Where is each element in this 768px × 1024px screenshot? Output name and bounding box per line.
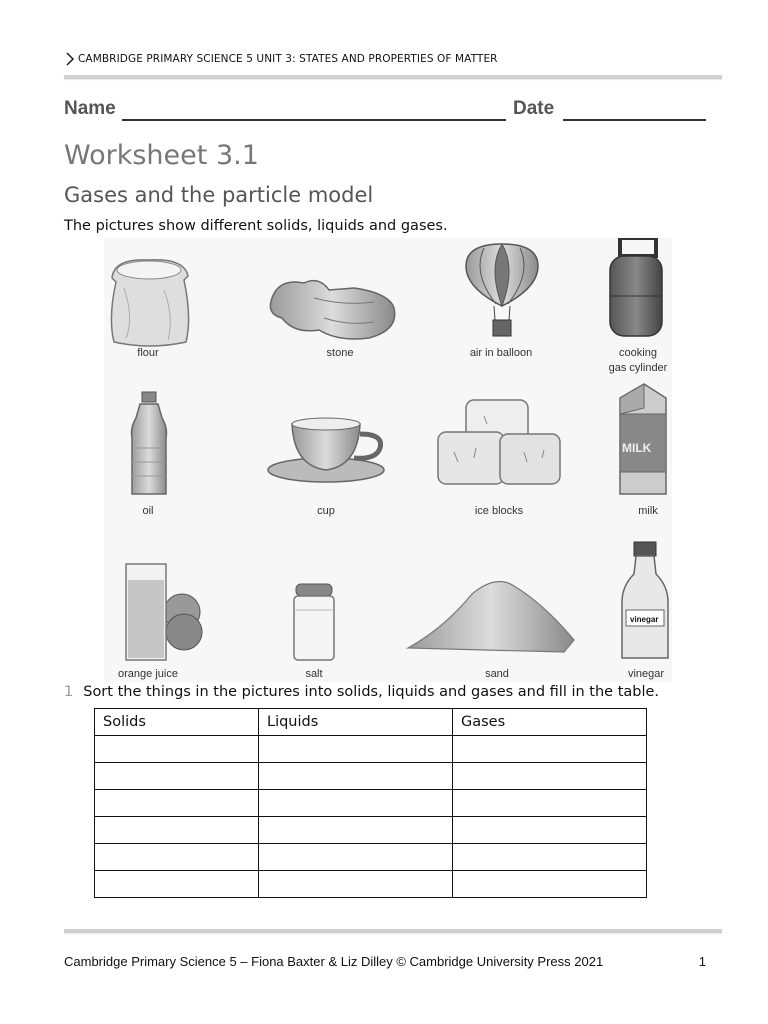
caption-vinegar: vinegar <box>627 668 665 680</box>
liquids-cell[interactable] <box>259 871 453 898</box>
flour-sack-icon <box>111 260 188 346</box>
milk-carton-icon <box>620 384 666 494</box>
date-field[interactable] <box>563 119 706 121</box>
caption-air-in-balloon: air in balloon <box>469 347 533 359</box>
gases-cell[interactable] <box>453 736 647 763</box>
hot-air-balloon-icon <box>466 244 538 336</box>
liquids-cell[interactable] <box>259 736 453 763</box>
page-subtitle: Gases and the particle model <box>64 183 374 207</box>
header-divider <box>64 75 722 79</box>
header-gases: Gases <box>453 709 647 736</box>
svg-text:MILK: MILK <box>622 441 652 455</box>
header-text: CAMBRIDGE PRIMARY SCIENCE 5 UNIT 3: STATES AND PROPERTIES OF MATTER <box>78 53 498 65</box>
sort-table <box>94 708 647 898</box>
caption-cup: cup <box>317 505 335 517</box>
vinegar-bottle-label: vinegar <box>630 615 659 624</box>
solids-cell[interactable] <box>95 871 259 898</box>
table-row <box>95 844 647 871</box>
footer-divider <box>64 929 722 933</box>
caption-stone: stone <box>326 347 354 359</box>
table-row <box>95 790 647 817</box>
caption-gas-cylinder-line2: gas cylinder <box>608 362 668 374</box>
header-solids: Solids <box>95 709 259 736</box>
stone-icon <box>270 281 394 339</box>
table-row <box>95 736 647 763</box>
caption-gas-cylinder <box>578 346 698 376</box>
oil-bottle-icon <box>132 392 167 494</box>
solids-cell[interactable] <box>95 817 259 844</box>
table-header-row <box>95 709 647 736</box>
footer-text: Cambridge Primary Science 5 – Fiona Baxter & Liz Dilley © Cambridge University Press 2021 <box>64 954 604 969</box>
gases-cell[interactable] <box>453 844 647 871</box>
liquids-cell[interactable] <box>259 817 453 844</box>
question-1 <box>64 684 659 700</box>
caption-ice-blocks: ice blocks <box>474 505 524 517</box>
page-number: 1 <box>698 954 706 969</box>
salt-shaker-icon <box>294 584 334 660</box>
caption-sand: sand <box>485 668 509 680</box>
solids-cell[interactable] <box>95 736 259 763</box>
name-label: Name <box>64 98 116 119</box>
chevron-right-icon <box>64 52 76 66</box>
sand-pile-icon <box>408 582 574 653</box>
caption-flour: flour <box>137 347 159 359</box>
vinegar-bottle-icon <box>622 542 668 658</box>
question-number: 1 <box>64 684 74 700</box>
name-field[interactable] <box>122 119 506 121</box>
table-row <box>95 871 647 898</box>
ice-blocks-icon <box>438 400 560 484</box>
solids-cell[interactable] <box>95 763 259 790</box>
gases-cell[interactable] <box>453 763 647 790</box>
gases-cell[interactable] <box>453 817 647 844</box>
page-title: Worksheet 3.1 <box>64 140 259 171</box>
liquids-cell[interactable] <box>259 844 453 871</box>
question-text: Sort the things in the pictures into solids, liquids and gases and fill in the table. <box>83 684 660 700</box>
gases-cell[interactable] <box>453 790 647 817</box>
caption-salt: salt <box>305 668 323 680</box>
caption-oil: oil <box>142 505 154 517</box>
solids-cell[interactable] <box>95 844 259 871</box>
liquids-cell[interactable] <box>259 763 453 790</box>
running-header <box>64 52 498 66</box>
table-row <box>95 763 647 790</box>
gases-cell[interactable] <box>453 871 647 898</box>
caption-orange-juice: orange juice <box>118 668 178 680</box>
table-row <box>95 817 647 844</box>
name-date-row <box>64 98 706 124</box>
header-liquids: Liquids <box>259 709 453 736</box>
solids-cell[interactable] <box>95 790 259 817</box>
liquids-cell[interactable] <box>259 790 453 817</box>
page-footer <box>64 954 706 969</box>
caption-gas-cylinder-line1: cooking <box>619 347 657 359</box>
gas-cylinder-icon <box>610 238 662 336</box>
cup-icon <box>268 418 384 482</box>
date-label: Date <box>513 98 555 119</box>
caption-milk: milk <box>638 505 658 517</box>
pictures-panel <box>104 238 672 682</box>
intro-text: The pictures show different solids, liquids and gases. <box>64 218 448 234</box>
orange-juice-icon <box>126 564 202 660</box>
